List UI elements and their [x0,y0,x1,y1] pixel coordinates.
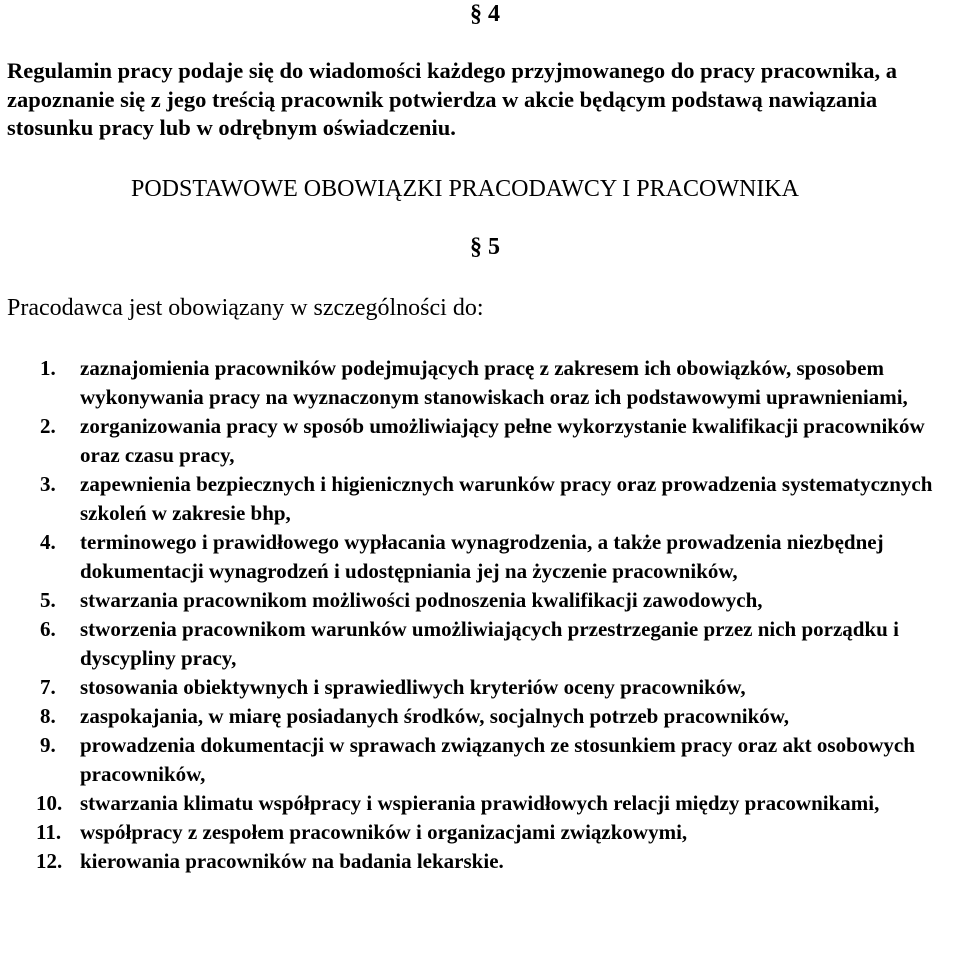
employer-duties-list [0,354,960,876]
list-item [0,586,960,615]
list-item-number: 1. [40,356,56,380]
list-item [0,702,960,731]
list-item-number: 11. [36,820,62,844]
list-item-text: stosowania obiektywnych i sprawiedliwych kryteriów oceny pracowników, [80,675,746,699]
intro-paragraph: Regulamin pracy podaje się do wiadomości każdego przyjmowanego do pracy pracownika, a zapoznanie się z jego treścią pracownik potwierdza w akcie będącym podstawą nawiązania stosunku pracy lub w odrębnym oświadczeniu. [7,58,897,140]
list-item [0,412,960,470]
list-item-text: prowadzenia dokumentacji w sprawach związanych ze stosunkiem pracy oraz akt osobowych pracowników, [80,733,915,786]
list-item-number: 6. [40,617,56,641]
list-item-number: 3. [40,472,56,496]
list-item [0,354,960,412]
list-item-text: zaspokajania, w miarę posiadanych środków, socjalnych potrzeb pracowników, [80,704,790,728]
list-lead-sentence: Pracodawca jest obowiązany w szczególności do: [7,295,484,321]
chapter-heading: PODSTAWOWE OBOWIĄZKI PRACODAWCY I PRACOWNIKA [131,176,799,202]
list-item [0,615,960,673]
list-item-text: zaznajomienia pracowników podejmujących pracę z zakresem ich obowiązków, sposobem wykonywania pracy na wyznaczonym stanowiskach oraz ich podstawowymi uprawnieniami, [80,356,908,409]
list-item [0,818,960,847]
section-number-5: § 5 [470,234,500,260]
list-item-text: zapewnienia bezpiecznych i higienicznych warunków pracy oraz prowadzenia systematycznych szkoleń w zakresie bhp, [80,472,933,525]
list-item-text: stworzenia pracownikom warunków umożliwiających przestrzeganie przez nich porządku i dyscypliny pracy, [80,617,899,670]
list-item-number: 10. [36,791,63,815]
list-item-text: zorganizowania pracy w sposób umożliwiający pełne wykorzystanie kwalifikacji pracowników oraz czasu pracy, [80,414,925,467]
list-item-text: współpracy z zespołem pracowników i organizacjami związkowymi, [80,820,688,844]
section-number-4: § 4 [470,1,500,27]
list-item-number: 8. [40,704,56,728]
list-item-text: kierowania pracowników na badania lekarskie. [80,849,504,873]
list-item-number: 5. [40,588,56,612]
list-item-number: 2. [40,414,56,438]
list-item [0,847,960,876]
list-item-text: terminowego i prawidłowego wypłacania wynagrodzenia, a także prowadzenia niezbędnej dokumentacji wynagrodzeń i udostępniania jej na życzenie pracowników, [80,530,884,583]
list-item-number: 9. [40,733,56,757]
list-item-text: stwarzania pracownikom możliwości podnoszenia kwalifikacji zawodowych, [80,588,763,612]
list-item-number: 4. [40,530,56,554]
list-item [0,673,960,702]
list-item [0,789,960,818]
list-item-number: 7. [40,675,56,699]
list-item [0,528,960,586]
list-item [0,470,960,528]
list-item-number: 12. [36,849,63,873]
list-item [0,731,960,789]
list-item-text: stwarzania klimatu współpracy i wspierania prawidłowych relacji między pracownikami, [80,791,880,815]
